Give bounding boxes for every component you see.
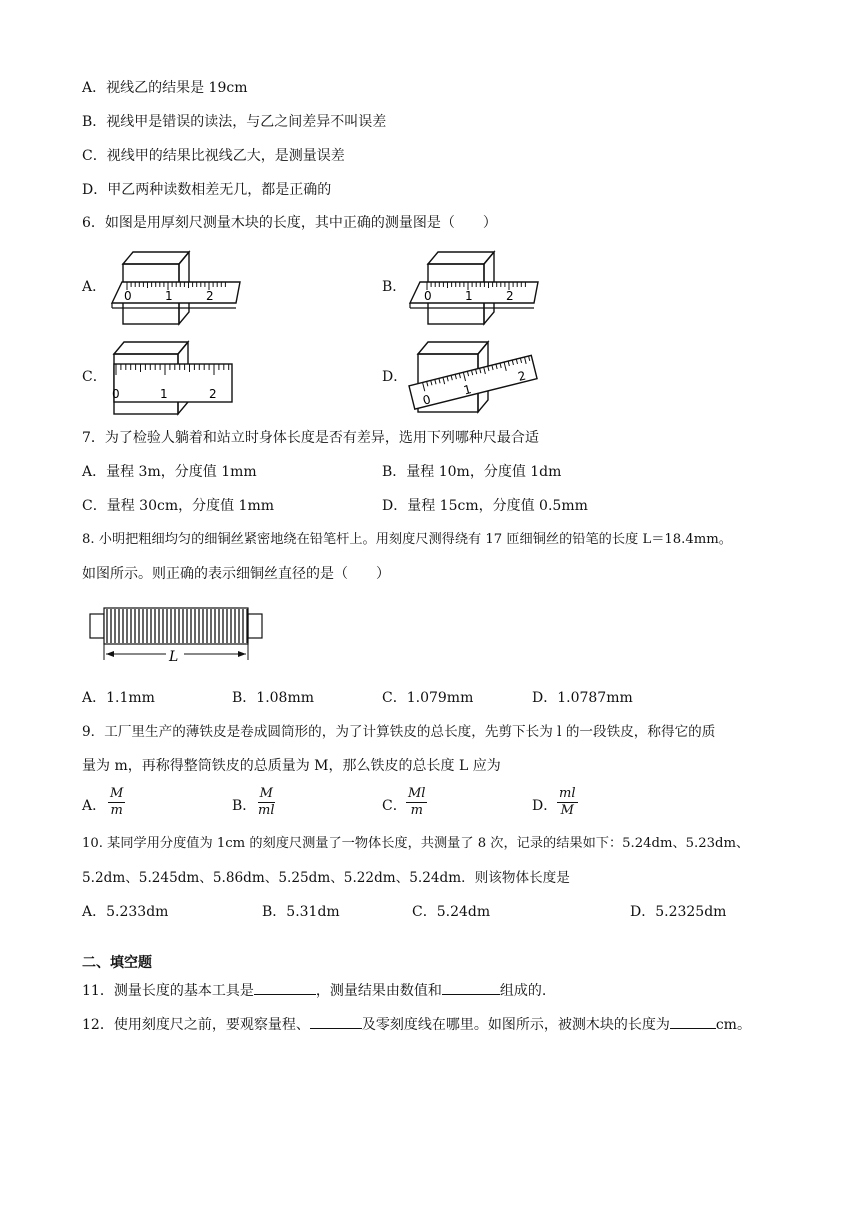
q9-option-c-numerator: Ml [408, 786, 426, 801]
q12-line [82, 1014, 751, 1035]
q7-option-d: D．量程 15cm，分度值 0.5mm [382, 498, 588, 514]
q12-part3: cm。 [715, 1017, 751, 1033]
q12-blank-1[interactable] [310, 1014, 362, 1029]
q10-option-b: B．5.31dm [262, 904, 340, 920]
q11-part1: 11．测量长度的基本工具是 [82, 983, 254, 999]
svg-text:0: 0 [421, 392, 433, 408]
q7-option-a: A．量程 3m，分度值 1mm [82, 464, 257, 480]
q11-line [82, 980, 546, 1001]
q6-label-d: D． [382, 369, 408, 385]
q11-blank-2[interactable] [442, 980, 500, 995]
q11-blank-1[interactable] [254, 980, 316, 995]
q12-blank-2[interactable] [670, 1014, 716, 1029]
q10-option-d: D．5.2325dm [630, 904, 727, 920]
svg-text:0: 0 [112, 387, 120, 401]
q9-option-a-denominator: m [110, 803, 123, 818]
q8-pencil-coil-figure [88, 604, 270, 666]
q9-stem-line1: 9．工厂里生产的薄铁皮是卷成圆筒形的，为了计算铁皮的总长度，先剪下长为 l 的一段铁皮，称得它的质 [82, 724, 716, 740]
q9-option-a-fraction [108, 786, 125, 819]
q12-part2: 及零刻度线在哪里。如图所示，被测木块的长度为 [361, 1017, 670, 1033]
q10-stem-line1: 10. 某同学用分度值为 1cm 的刻度尺测量了一物体长度，共测量了 8 次，记录的结果如下：5.24dm、5.23dm、 [82, 836, 750, 851]
svg-text:1: 1 [465, 289, 473, 303]
q9-option-c-label: C． [382, 798, 407, 814]
svg-text:2: 2 [506, 289, 514, 303]
svg-text:2: 2 [516, 368, 528, 384]
q5-option-c: C．视线甲的结果比视线乙大，是测量误差 [82, 148, 345, 164]
q6-label-c: C． [82, 369, 107, 385]
q9-option-d-denominator: M [560, 803, 574, 818]
q6-label-a: A． [82, 279, 107, 295]
svg-text:1: 1 [160, 387, 168, 401]
q8-stem-line2: 如图所示。则正确的表示细铜丝直径的是（ ） [82, 566, 390, 582]
q9-option-c-denominator: m [410, 803, 423, 818]
q9-stem-line2: 量为 m，再称得整筒铁皮的总质量为 M，那么铁皮的总长度 L 应为 [82, 758, 501, 774]
q9-option-b-denominator: ml [258, 803, 275, 818]
q11-part3: 组成的. [499, 983, 547, 999]
q10-option-a: A．5.233dm [82, 904, 169, 920]
q8-option-d: D．1.0787mm [532, 690, 633, 706]
q9-option-c-fraction [406, 786, 427, 819]
svg-text:1: 1 [165, 289, 173, 303]
q6-stem: 6．如图是用厚刻尺测量木块的长度，其中正确的测量图是（ ） [82, 215, 497, 231]
q8-stem-line1: 8. 小明把粗细均匀的细铜丝紧密地绕在铅笔杆上。用刻度尺测得绕有 17 匝细铜丝的铅笔的长度 L＝18.4mm。 [82, 532, 732, 547]
svg-text:2: 2 [206, 289, 214, 303]
q8-option-c: C．1.079mm [382, 690, 474, 706]
q7-stem: 7．为了检验人躺着和站立时身体长度是否有差异，选用下列哪种尺最合适 [82, 430, 539, 446]
q6-figure-b [408, 248, 543, 328]
q7-option-c: C．量程 30cm，分度值 1mm [82, 498, 275, 514]
q9-option-d-label: D． [532, 798, 558, 814]
svg-text:0: 0 [124, 289, 132, 303]
q5-option-b: B．视线甲是错误的读法，与乙之间差异不叫误差 [82, 114, 387, 130]
q10-stem-line2: 5.2dm、5.245dm、5.86dm、5.25dm、5.22dm、5.24dm．则该物体长度是 [82, 870, 570, 886]
svg-text:1: 1 [462, 382, 473, 398]
q6-figure-c [108, 336, 238, 416]
q9-option-b-fraction [256, 786, 277, 819]
q8-option-a: A．1.1mm [82, 690, 155, 706]
q5-option-a: A．视线乙的结果是 19cm [82, 80, 248, 96]
q9-option-d-fraction [557, 786, 578, 819]
q8-option-b: B．1.08mm [232, 690, 315, 706]
q9-option-d-numerator: ml [559, 786, 576, 801]
q12-part1: 12．使用刻度尺之前，要观察量程、 [82, 1017, 310, 1033]
section-title-fill-in: 二、填空题 [82, 955, 152, 971]
q9-option-a-label: A． [82, 798, 107, 814]
q9-option-b-label: B． [232, 798, 257, 814]
q11-part2: ，测量结果由数值和 [315, 983, 442, 999]
q6-label-b: B． [382, 279, 407, 295]
svg-text:L: L [169, 649, 179, 665]
q9-option-a-numerator: M [110, 786, 124, 801]
q10-option-c: C．5.24dm [412, 904, 491, 920]
svg-text:2: 2 [209, 387, 217, 401]
q6-figure-a [110, 248, 245, 328]
q6-figure-d [406, 334, 541, 416]
q7-option-b: B．量程 10m，分度值 1dm [382, 464, 562, 480]
svg-text:0: 0 [424, 289, 432, 303]
q9-option-b-numerator: M [259, 786, 273, 801]
q5-option-d: D．甲乙两种读数相差无几，都是正确的 [82, 182, 332, 198]
